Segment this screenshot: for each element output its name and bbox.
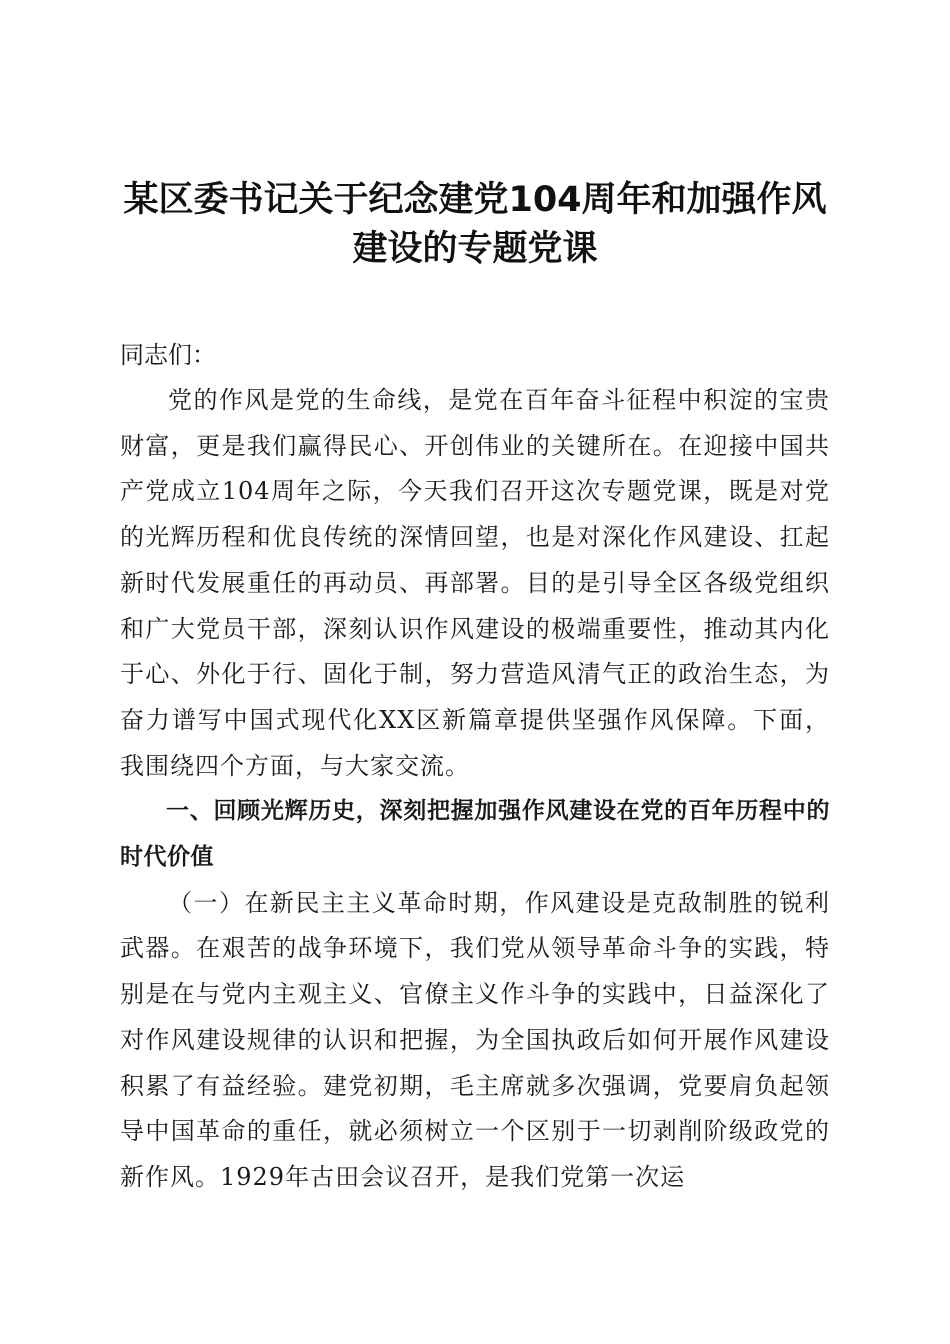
subsection-lead: （一）在新民主主义革命时期，作风建设是克敌制胜的锐利武器。 xyxy=(120,888,830,963)
subsection-body: 在艰苦的战争环境下，我们党从领导革命斗争的实践，特别是在与党内主观主义、官僚主义作斗争的实践中，日益深化了对作风建设规律的认识和把握，为全国执政后如何开展作风建设积累了有益经验。建党初期，毛主席就多次强调，党要肩负起领导中国革命的重任，就必须树立一个区别于一切剥削阶级政党的新作风。1929年古田会议召开，是我们党第一次运 xyxy=(120,934,831,1191)
intro-paragraph: 党的作风是党的生命线，是党在百年奋斗征程中积淀的宝贵财富，更是我们赢得民心、开创伟业的关键所在。在迎接中国共产党成立104周年之际，今天我们召开这次专题党课，既是对党的光辉历程和优良传统的深情回望，也是对深化作风建设、扛起新时代发展重任的再动员、再部署。目的是引导全区各级党组织和广大党员干部，深刻认识作风建设的极端重要性，推动其内化于心、外化于行、固化于制，努力营造风清气正的政治生态，为奋力谱写中国式现代化XX区新篇章提供坚强作风保障。下面，我围绕四个方面，与大家交流。 xyxy=(120,386,830,780)
subsection-paragraph-1 xyxy=(120,881,830,1201)
section-heading-1: 一、回顾光辉历史，深刻把握加强作风建设在党的百年历程中的时代价值 xyxy=(120,798,830,871)
document-page xyxy=(120,176,830,1201)
salutation: 同志们： xyxy=(120,341,216,369)
document-title: 某区委书记关于纪念建党104周年和加强作风建设的专题党课 xyxy=(123,180,827,269)
